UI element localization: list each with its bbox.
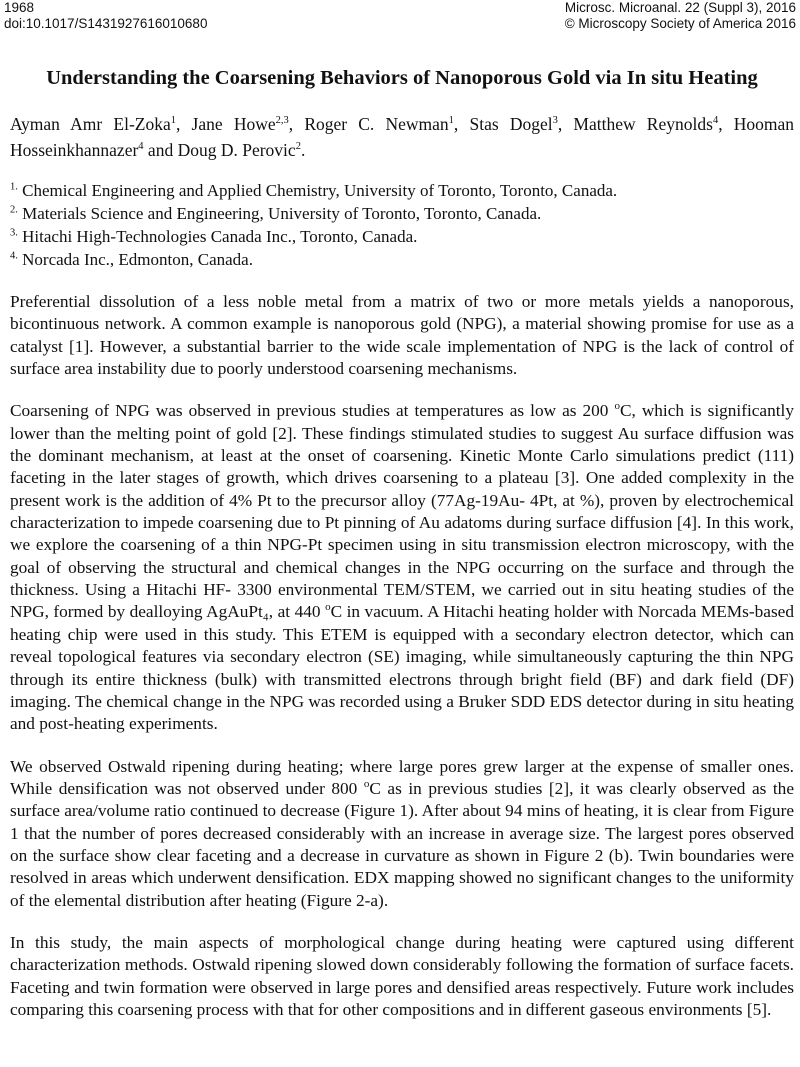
header-right <box>565 0 796 32</box>
author-name: Jane Howe <box>191 114 276 134</box>
author-affiliation-mark: 1 <box>170 115 176 127</box>
author-name: Doug D. Perovic <box>177 140 296 160</box>
affiliation: $^{4.}$ Norcada Inc., Edmonton, Canada. <box>10 250 253 269</box>
author-affiliation-mark: 4 <box>138 141 144 153</box>
author-name: Roger C. Newman <box>304 114 449 134</box>
body-paragraph: Coarsening of NPG was observed in previous studies at temperatures as low as 200 $^o$C, which is significantly lower than the melting point of gold [2]. These findings stimulated studies to suggest Au surface diffusion was the dominant mechanism, at least at the onset of coarsening. Kinetic Monte Carlo simulations predict (111) faceting in the later stages of growth, which drives coarsening to a plateau [3]. One added complexity in the present work is the addition of 4% Pt to the precursor alloy (77Ag-19Au- 4Pt, at %), proven by electrochemical characterization to impede coarsening due to Pt pinning of Au adatoms during surface diffusion [4]. In this work, we explore the coarsening of a thin NPG-Pt specimen using in situ transmission electron microscopy, with the goal of observing the structural and chemical changes in the NPG occurring on the surface and through the thickness. Using a Hitachi HF- 3300 environmental TEM/STEM, we carried out in situ heating studies of the NPG, formed by dealloying AgAuPt₄, at 440 $^o$C in vacuum. A Hitachi heating holder with Norcada MEMs-based heating chip were used in this study. This ETEM is equipped with a secondary electron detector, which can reveal topological features via secondary electron (SE) imaging, while simultaneously capturing the thin NPG through its entire thickness (bulk) with transmitted electrons through bright field (BF) and dark field (DF) imaging. The chemical change in the NPG was recorded using a Bruker SDD EDS detector during in situ heating and post-heating experiments. <box>10 400 794 734</box>
affiliation-number: 2. <box>10 204 18 216</box>
page-number: 1968 <box>4 0 35 15</box>
body-paragraph: Preferential dissolution of a less noble metal from a matrix of two or more metals yields a nanoporous, bicontinuous network. A common example is nanoporous gold (NPG), a material showing promise for use as a catalyst [1]. However, a substantial barrier to the wide scale implementation of NPG is the lack of control of surface area instability due to poorly understood coarsening mechanisms. <box>10 292 794 379</box>
affiliation-number: 1. <box>10 181 18 193</box>
affiliation-number: 4. <box>10 250 18 262</box>
running-header <box>0 0 800 34</box>
paper-body <box>10 66 794 1021</box>
author-name: Stas Dogel <box>469 114 553 134</box>
author-name: Ayman Amr El-Zoka <box>10 114 171 134</box>
copyright: © Microscopy Society of America 2016 <box>564 16 796 31</box>
author-affiliation-mark: 4 <box>712 115 719 127</box>
author-name: Hooman Hosseinkhannazer <box>10 114 795 160</box>
author-affiliation-mark: 2 <box>295 141 301 153</box>
author-affiliation-mark: 2,3 <box>275 115 289 127</box>
header-left <box>4 0 207 32</box>
affiliation: $^{3.}$ Hitachi High-Technologies Canada Inc., Toronto, Canada. <box>10 227 418 246</box>
paper-title: Understanding the Coarsening Behaviors of Nanoporous Gold via In situ Heating <box>46 67 758 89</box>
body-paragraph: In this study, the main aspects of morphological change during heating were captured using different characterization methods. Ostwald ripening slowed down considerably following the formation of surface facets. Faceting and twin formation were observed in large pores and densified areas respectively. Future work includes comparing this coarsening process with that for other compositions and in different gaseous environments [5]. <box>10 932 794 1019</box>
affiliation-number: 3. <box>10 227 18 239</box>
journal-citation: Microsc. Microanal. 22 (Suppl 3), 2016 <box>564 0 796 15</box>
author-name: Matthew Reynolds <box>573 114 713 134</box>
author-affiliation-mark: 3 <box>552 115 558 127</box>
author-affiliation-mark: 1 <box>448 115 454 127</box>
affiliation-list <box>10 179 794 271</box>
author-list: Ayman Amr El-Zoka$^1$, Jane Howe$^{2,3}$, Roger C. Newman$^1$, Stas Dogel$^3$, Matthew Reynolds$^4$, Hooman Hosseinkhannazer$^4$ and Doug D. Perovic$^2$. <box>10 114 795 160</box>
abstract-body <box>10 291 794 1021</box>
affiliation: $^{2.}$ Materials Science and Engineering, University of Toronto, Toronto, Canada. <box>10 204 542 223</box>
doi: doi:10.1017/S1431927616010680 <box>4 16 208 31</box>
body-paragraph: We observed Ostwald ripening during heating; where large pores grew larger at the expense of smaller ones. While densification was not observed under 800 $^o$C as in previous studies [2], it was clearly observed as the surface area/volume ratio continued to decrease (Figure 1). After about 94 mins of heating, it is clear from Figure 1 that the number of pores decreased considerably with an increase in average size. The largest pores observed on the surface show clear faceting and a decrease in curvature as shown in Figure 2 (b). Twin boundaries were resolved in areas which underwent densification. EDX mapping showed no significant changes to the uniformity of the elemental distribution after heating (Figure 2-a). <box>10 756 794 910</box>
affiliation: $^{1.}$ Chemical Engineering and Applied Chemistry, University of Toronto, Toronto, Canada. <box>10 181 618 200</box>
